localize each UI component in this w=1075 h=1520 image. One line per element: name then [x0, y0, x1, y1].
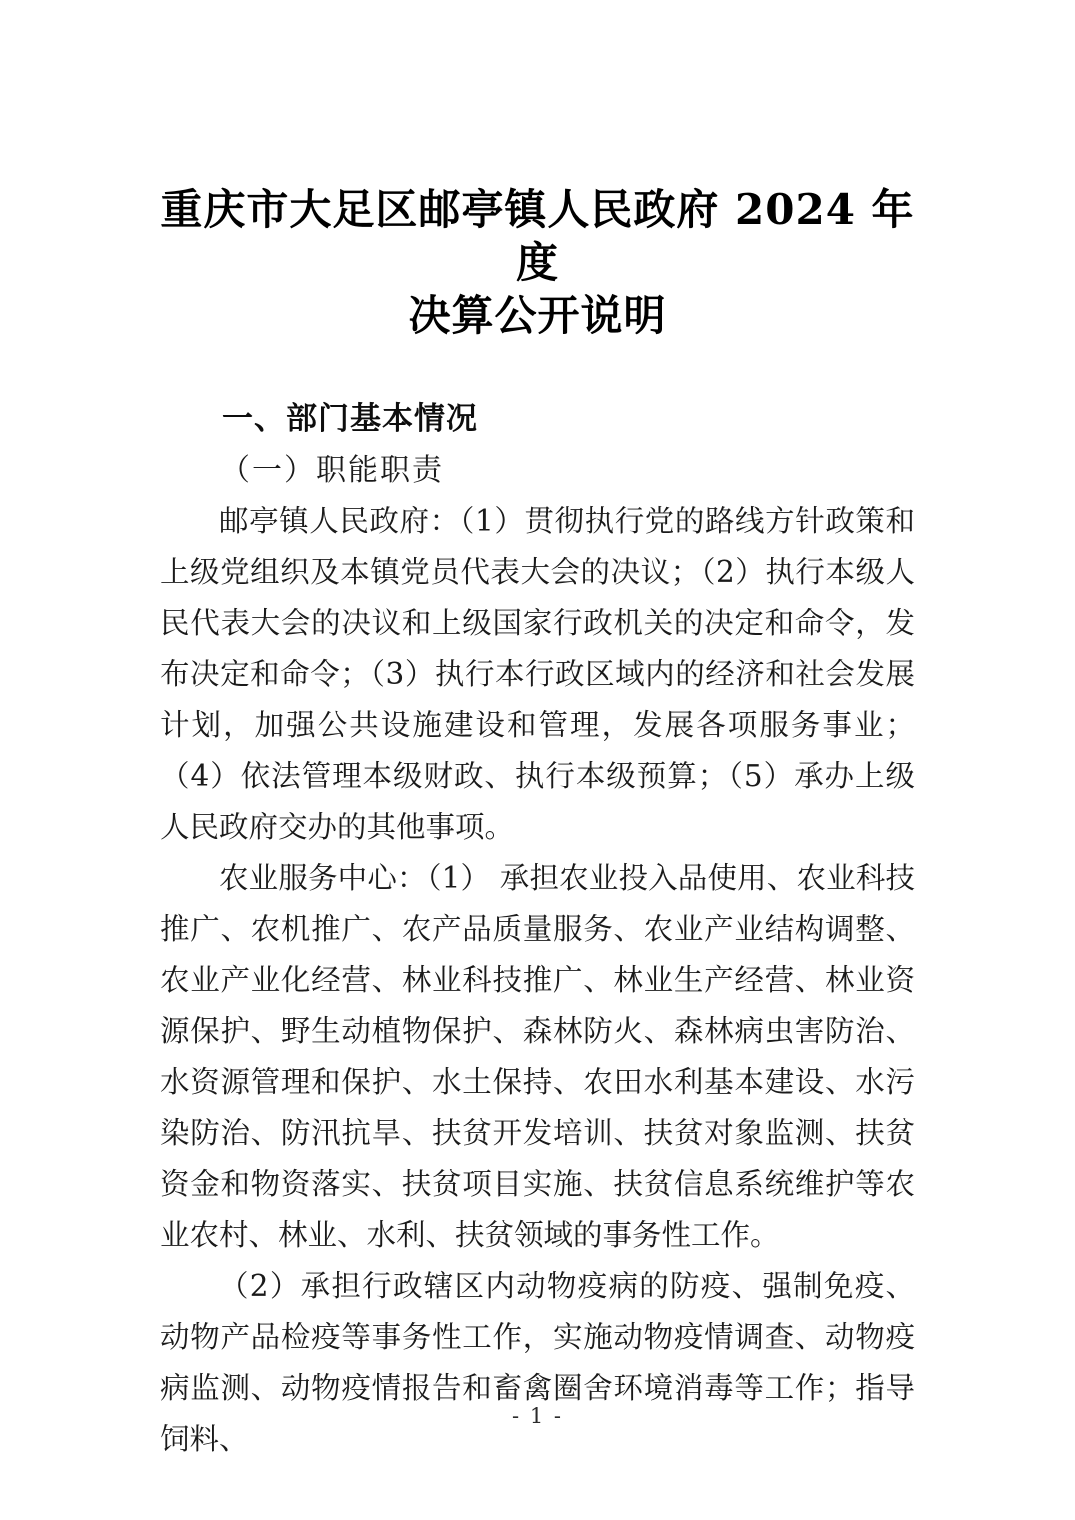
subsection-heading-functions-duties: （一）职能职责 [220, 453, 444, 488]
paragraph-agricultural-service-center: 农业服务中心：（1） 承担农业投入品使用、农业科技推广、农机推广、农产品质量服务、农业产业结构调整、农业产业化经营、林业科技推广、林业生产经营、林业资源保护、野生动植物保护、森林防火、森林病虫害防治、水资源管理和保护、水土保持、农田水利基本建设、水污染防治、防汛抗旱、扶贫开发培训、扶贫对象监测、扶贫资金和物资落实、扶贫项目实施、扶贫信息系统维护等农业农村、林业、水利、扶贫领域的事务性工作。 [160, 861, 915, 1252]
document-title-line-2: 决算公开说明 [408, 291, 667, 340]
document-title-line-1: 重庆市大足区邮亭镇人民政府 2024 年度 [160, 185, 915, 287]
document-title [160, 0, 915, 342]
paragraph-animal-epidemic-duties: （2）承担行政辖区内动物疫病的防疫、强制免疫、动物产品检疫等事务性工作，实施动物疫情调查、动物疫病监测、动物疫情报告和畜禽圈舍环境消毒等工作；指导饲料、 [160, 1269, 915, 1456]
page-number: - 1 - [512, 1404, 563, 1428]
section-heading-basic-information: 一、部门基本情况 [222, 401, 478, 437]
paragraph-town-government-functions: 邮亭镇人民政府：（1）贯彻执行党的路线方针政策和上级党组织及本镇党员代表大会的决议；（2）执行本级人民代表大会的决议和上级国家行政机关的决定和命令，发布决定和命令；（3）执行本行政区域内的经济和社会发展计划，加强公共设施建设和管理，发展各项服务事业；（4）依法管理本级财政、执行本级预算；（5）承办上级人民政府交办的其他事项。 [160, 504, 915, 844]
